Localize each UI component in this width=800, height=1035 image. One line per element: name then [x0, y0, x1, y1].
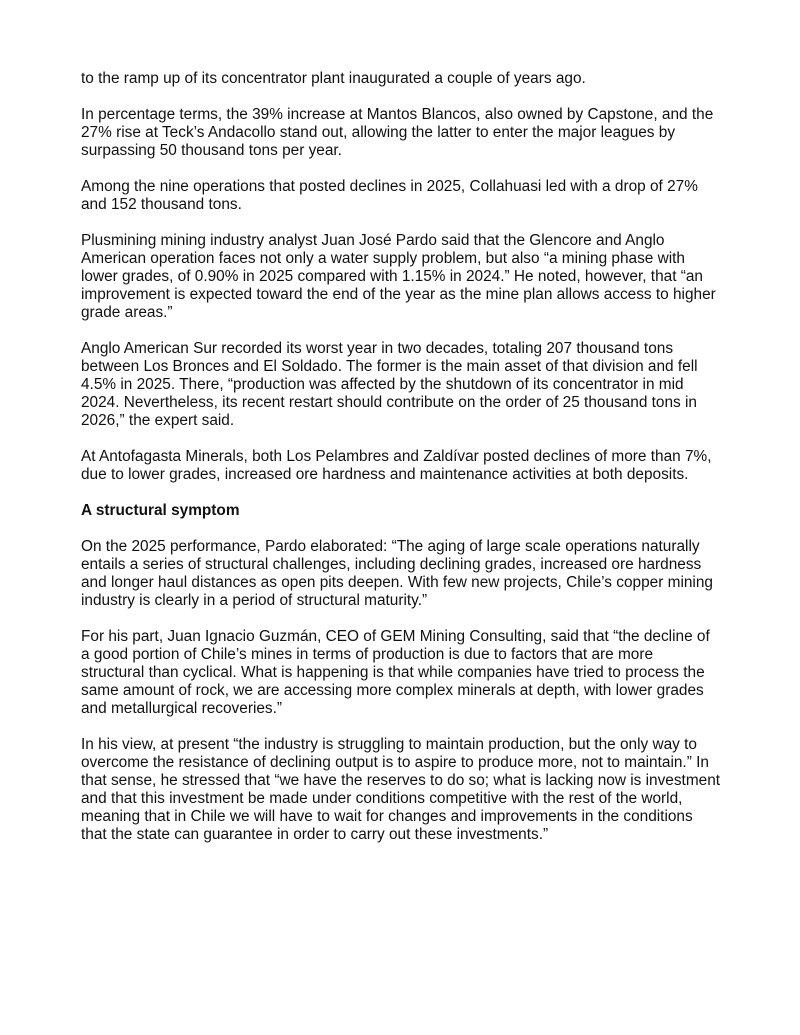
text-line: between Los Bronces and El Soldado. The former is the main asset of that division and fell [81, 358, 698, 375]
text-line: and that this investment be made under conditions competitive with the rest of the world, [81, 790, 683, 807]
text-line: American operation faces not only a water supply problem, but also “a mining phase with [81, 250, 685, 267]
heading-text: A structural symptom [81, 502, 240, 519]
text-line: to the ramp up of its concentrator plant inaugurated a couple of years ago. [81, 70, 586, 87]
text-line: industry is clearly in a period of structural maturity.” [81, 592, 428, 609]
text-line: same amount of rock, we are accessing more complex minerals at depth, with lower grades [81, 682, 704, 699]
text-line: due to lower grades, increased ore hardness and maintenance activities at both deposits. [81, 466, 689, 483]
text-line: Anglo American Sur recorded its worst year in two decades, totaling 207 thousand tons [81, 340, 674, 357]
document-page [81, 70, 731, 862]
text-line: Among the nine operations that posted declines in 2025, Collahuasi led with a drop of 27% [81, 178, 698, 195]
text-line: In percentage terms, the 39% increase at Mantos Blancos, also owned by Capstone, and the [81, 106, 714, 123]
text-line: a good portion of Chile’s mines in terms of production is due to factors that are more [81, 646, 654, 663]
text-line: entails a series of structural challenges, including declining grades, increased ore hardness [81, 556, 702, 573]
text-line: and 152 thousand tons. [81, 196, 242, 213]
text-line: meaning that in Chile we will have to wait for changes and improvements in the conditions [81, 808, 693, 825]
paragraph [81, 448, 731, 484]
text-line: 2026,” the expert said. [81, 412, 235, 429]
text-line: At Antofagasta Minerals, both Los Pelambres and Zaldívar posted declines of more than 7%, [81, 448, 712, 465]
text-line: In his view, at present “the industry is struggling to maintain production, but the only way to [81, 736, 697, 753]
text-line: On the 2025 performance, Pardo elaborated: “The aging of large scale operations naturally [81, 538, 700, 555]
text-line: lower grades, of 0.90% in 2025 compared with 1.15% in 2024.” He noted, however, that “an [81, 268, 703, 285]
paragraph [81, 340, 731, 430]
text-line: improvement is expected toward the end of the year as the mine plan allows access to higher [81, 286, 716, 303]
text-line: 27% rise at Teck’s Andacollo stand out, allowing the latter to enter the major leagues by [81, 124, 676, 141]
paragraph [81, 628, 731, 718]
text-line: overcome the resistance of declining output is to aspire to produce more, not to maintain.” In [81, 754, 709, 771]
text-line: that the state can guarantee in order to carry out these investments.” [81, 826, 549, 843]
text-line: that sense, he stressed that “we have the reserves to do so; what is lacking now is investment [81, 772, 721, 789]
text-line: grade areas.” [81, 304, 173, 321]
text-line: Plusmining mining industry analyst Juan José Pardo said that the Glencore and Anglo [81, 232, 665, 249]
section-heading [81, 502, 731, 520]
paragraph [81, 232, 731, 322]
paragraph [81, 70, 731, 88]
text-line: and longer haul distances as open pits deepen. With few new projects, Chile’s copper mining [81, 574, 713, 591]
text-line: 2024. Nevertheless, its recent restart should contribute on the order of 25 thousand tons in [81, 394, 697, 411]
text-line: and metallurgical recoveries.” [81, 700, 283, 717]
text-line: For his part, Juan Ignacio Guzmán, CEO of GEM Mining Consulting, said that “the decline of [81, 628, 710, 645]
paragraph [81, 736, 731, 844]
text-line: 4.5% in 2025. There, “production was affected by the shutdown of its concentrator in mid [81, 376, 684, 393]
paragraph [81, 106, 731, 160]
paragraph [81, 538, 731, 610]
text-line: surpassing 50 thousand tons per year. [81, 142, 342, 159]
paragraph [81, 178, 731, 214]
text-line: structural than cyclical. What is happening is that while companies have tried to process the [81, 664, 705, 681]
